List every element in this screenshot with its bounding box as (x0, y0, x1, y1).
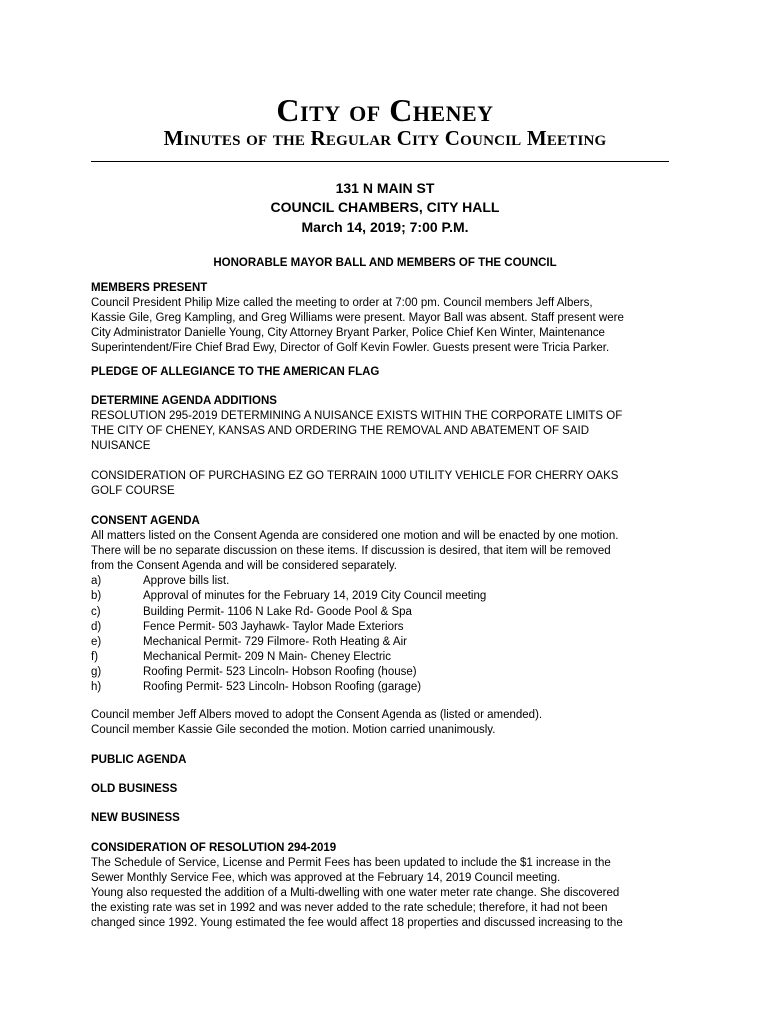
members-line: Kassie Gile, Greg Kampling, and Greg Williams were present. Mayor Ball was absent. Staff present were (91, 312, 624, 325)
consent-line: from the Consent Agenda and will be considered separately. (91, 560, 398, 573)
salutation: HONORABLE MAYOR BALL AND MEMBERS OF THE COUNCIL (213, 257, 557, 269)
consent-item-text: Fence Permit- 503 Jayhawk- Taylor Made Exteriors (143, 620, 404, 633)
resolution-line: The Schedule of Service, License and Permit Fees has been updated to include the $1 increase in the (91, 857, 611, 870)
consent-item-text: Approve bills list. (143, 575, 230, 588)
agenda-additions-heading: DETERMINE AGENDA ADDITIONS (91, 395, 277, 407)
resolution-section (91, 841, 681, 932)
consent-item-key: f) (91, 650, 99, 663)
consent-item-key: b) (91, 590, 102, 603)
consent-item-key: c) (91, 605, 101, 618)
pledge-heading: PLEDGE OF ALLEGIANCE TO THE AMERICAN FLAG (91, 366, 380, 378)
consent-item (91, 620, 681, 635)
members-present-section (91, 281, 681, 356)
consent-item (91, 665, 681, 680)
consent-item (91, 589, 681, 604)
consent-item-key: e) (91, 635, 102, 648)
consent-item (91, 635, 681, 650)
meeting-address: 131 N MAIN ST (335, 180, 435, 196)
consent-item-key: d) (91, 620, 102, 633)
new-business-heading: NEW BUSINESS (91, 812, 180, 824)
header-divider (91, 161, 669, 162)
agenda-addition-item-2 (91, 469, 681, 499)
consent-agenda-heading: CONSENT AGENDA (91, 515, 200, 527)
consent-item-key: g) (91, 665, 102, 678)
resolution-line: changed since 1992. Young estimated the fee would affect 18 properties and discussed increasing to the (91, 917, 623, 930)
members-line: City Administrator Danielle Young, City Attorney Bryant Parker, Police Chief Ken Winter, Maintenance (91, 327, 605, 340)
consent-motion (91, 708, 681, 738)
addition-line: CONSIDERATION OF PURCHASING EZ GO TERRAIN 1000 UTILITY VEHICLE FOR CHERRY OAKS (91, 470, 619, 482)
consent-item (91, 605, 681, 620)
consent-agenda-section (91, 514, 681, 695)
consent-item-text: Mechanical Permit- 729 Filmore- Roth Heating & Air (143, 635, 407, 648)
members-line: Council President Philip Mize called the meeting to order at 7:00 pm. Council members Jeff Albers, (91, 297, 593, 310)
consent-item-text: Roofing Permit- 523 Lincoln- Hobson Roofing (house) (143, 665, 417, 678)
consent-item (91, 680, 681, 695)
public-agenda-heading: PUBLIC AGENDA (91, 754, 187, 766)
old-business-heading: OLD BUSINESS (91, 783, 178, 795)
addition-line: GOLF COURSE (91, 485, 175, 498)
resolution-line: Sewer Monthly Service Fee, which was approved at the February 14, 2019 Council meeting. (91, 872, 561, 885)
members-present-heading: MEMBERS PRESENT (91, 282, 208, 294)
resolution-line: the existing rate was set in 1992 and was never added to the rate schedule; therefore, it had not been (91, 902, 608, 915)
consent-item (91, 650, 681, 665)
meeting-date: March 14, 2019; 7:00 P.M. (301, 219, 469, 235)
addition-line: RESOLUTION 295-2019 DETERMINING A NUISANCE EXISTS WITHIN THE CORPORATE LIMITS OF (91, 410, 623, 423)
consent-item (91, 574, 681, 589)
consent-item-text: Approval of minutes for the February 14, 2019 City Council meeting (143, 590, 487, 603)
members-line: Superintendent/Fire Chief Brad Ewy, Director of Golf Kevin Fowler. Guests present were Tricia Parker. (91, 342, 610, 355)
motion-line: Council member Jeff Albers moved to adopt the Consent Agenda as (listed or amended). (91, 709, 543, 721)
resolution-heading: CONSIDERATION OF RESOLUTION 294-2019 (91, 842, 337, 854)
motion-line: Council member Kassie Gile seconded the motion. Motion carried unanimously. (91, 724, 496, 737)
consent-item-key: h) (91, 681, 102, 694)
consent-line: All matters listed on the Consent Agenda are considered one motion and will be enacted by one motion. (91, 530, 619, 543)
consent-item-key: a) (91, 575, 102, 588)
agenda-additions-section (91, 394, 681, 454)
consent-item-text: Roofing Permit- 523 Lincoln- Hobson Roofing (garage) (143, 681, 422, 694)
city-title: City of Cheney (276, 92, 494, 128)
resolution-line: Young also requested the addition of a Multi-dwelling with one water meter rate change. She discovered (91, 887, 620, 900)
addition-line: THE CITY OF CHENEY, KANSAS AND ORDERING THE REMOVAL AND ABATEMENT OF SAID (91, 425, 590, 438)
meeting-location: COUNCIL CHAMBERS, CITY HALL (270, 199, 500, 215)
meeting-title: Minutes of the Regular City Council Meeting (163, 126, 607, 150)
consent-line: There will be no separate discussion on these items. If discussion is desired, that item will be removed (91, 545, 611, 558)
consent-item-text: Mechanical Permit- 209 N Main- Cheney Electric (143, 650, 391, 663)
consent-item-text: Building Permit- 1106 N Lake Rd- Goode Pool & Spa (143, 605, 412, 618)
addition-line: NUISANCE (91, 440, 151, 453)
